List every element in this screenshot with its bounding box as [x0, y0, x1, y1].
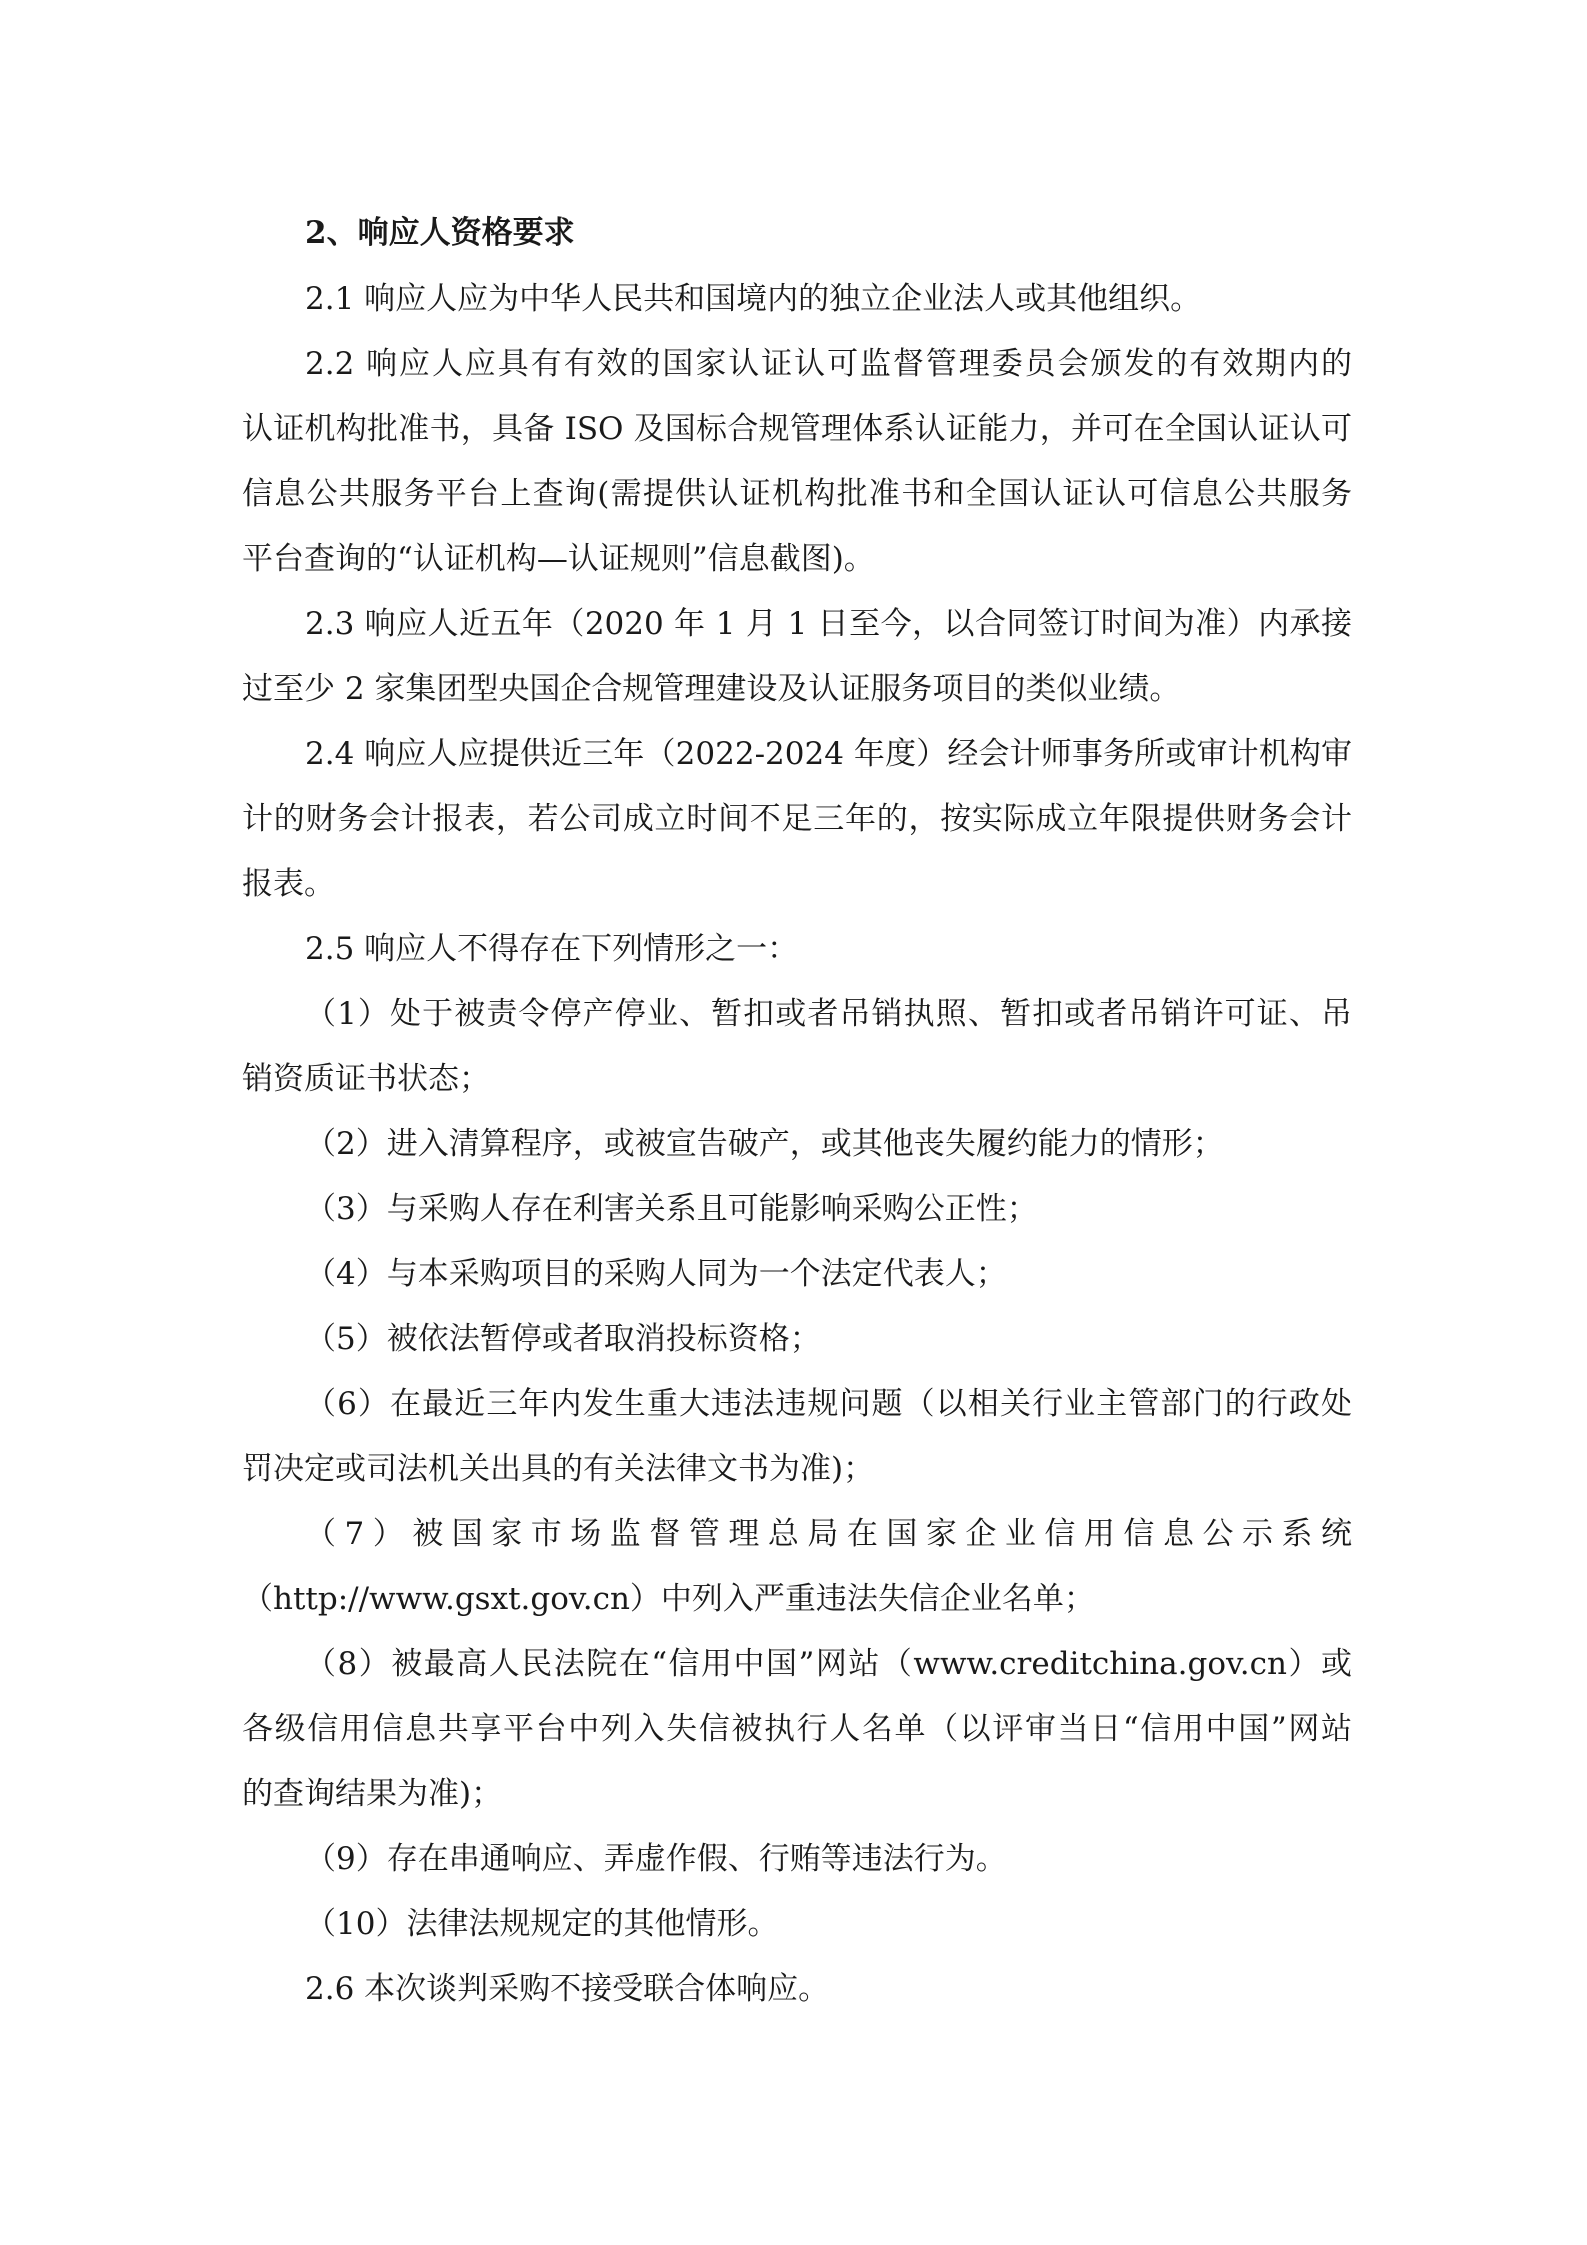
- item-6-line-1: （6）在最近三年内发生重大违法违规问题（以相关行业主管部门的行政处: [305, 1386, 1352, 1422]
- item-9: （9）存在串通响应、弄虚作假、行贿等违法行为。: [305, 1841, 1007, 1877]
- clause-2-4-line-1: 2.4 响应人应提供近三年（2022-2024 年度）经会计师事务所或审计机构审: [305, 736, 1352, 772]
- item-2: （2）进入清算程序，或被宣告破产，或其他丧失履约能力的情形；: [305, 1126, 1224, 1162]
- item-7-line-2: （http://www.gsxt.gov.cn）中列入严重违法失信企业名单；: [242, 1581, 1095, 1617]
- item-1-line-1: （1）处于被责令停产停业、暂扣或者吊销执照、暂扣或者吊销许可证、吊: [305, 996, 1352, 1032]
- clause-2-2-line-3: 信息公共服务平台上查询(需提供认证机构批准书和全国认证认可信息公共服务: [242, 476, 1352, 512]
- clause-2-6: 2.6 本次谈判采购不接受联合体响应。: [305, 1971, 830, 2007]
- item-6-line-2: 罚决定或司法机关出具的有关法律文书为准)；: [242, 1451, 875, 1487]
- clause-2-3-line-1: 2.3 响应人近五年（2020 年 1 月 1 日至今，以合同签订时间为准）内承接: [305, 606, 1352, 642]
- item-3: （3）与采购人存在利害关系且可能影响采购公正性；: [305, 1191, 1038, 1227]
- clause-2-2-line-2: 认证机构批准书，具备 ISO 及国标合规管理体系认证能力，并可在全国认证认可: [242, 411, 1352, 447]
- clause-2-1: 2.1 响应人应为中华人民共和国境内的独立企业法人或其他组织。: [305, 281, 1202, 317]
- clause-2-5: 2.5 响应人不得存在下列情形之一：: [305, 931, 799, 967]
- item-8-line-2: 各级信用信息共享平台中列入失信被执行人名单（以评审当日“信用中国”网站: [242, 1711, 1352, 1747]
- clause-2-2-line-4: 平台查询的“认证机构—认证规则”信息截图)。: [242, 541, 875, 577]
- item-10: （10）法律法规规定的其他情形。: [305, 1906, 779, 1942]
- clause-2-2-line-1: 2.2 响应人应具有有效的国家认证认可监督管理委员会颁发的有效期内的: [305, 346, 1352, 382]
- item-8-line-1: （8）被最高人民法院在“信用中国”网站（www.creditchina.gov.cn）或: [305, 1646, 1352, 1682]
- item-5: （5）被依法暂停或者取消投标资格；: [305, 1321, 821, 1357]
- clause-2-3-line-2: 过至少 2 家集团型央国企合规管理建设及认证服务项目的类似业绩。: [242, 671, 1181, 707]
- item-8-line-3: 的查询结果为准)；: [242, 1776, 503, 1812]
- item-4: （4）与本采购项目的采购人同为一个法定代表人；: [305, 1256, 1007, 1292]
- item-1-line-2: 销资质证书状态；: [242, 1061, 490, 1097]
- clause-2-4-line-2: 计的财务会计报表，若公司成立时间不足三年的，按实际成立年限提供财务会计: [242, 801, 1352, 837]
- item-7-line-1: （7）被国家市场监督管理总局在国家企业信用信息公示系统: [305, 1516, 1352, 1552]
- clause-2-4-line-3: 报表。: [242, 866, 335, 902]
- section-heading: 2、响应人资格要求: [305, 215, 575, 251]
